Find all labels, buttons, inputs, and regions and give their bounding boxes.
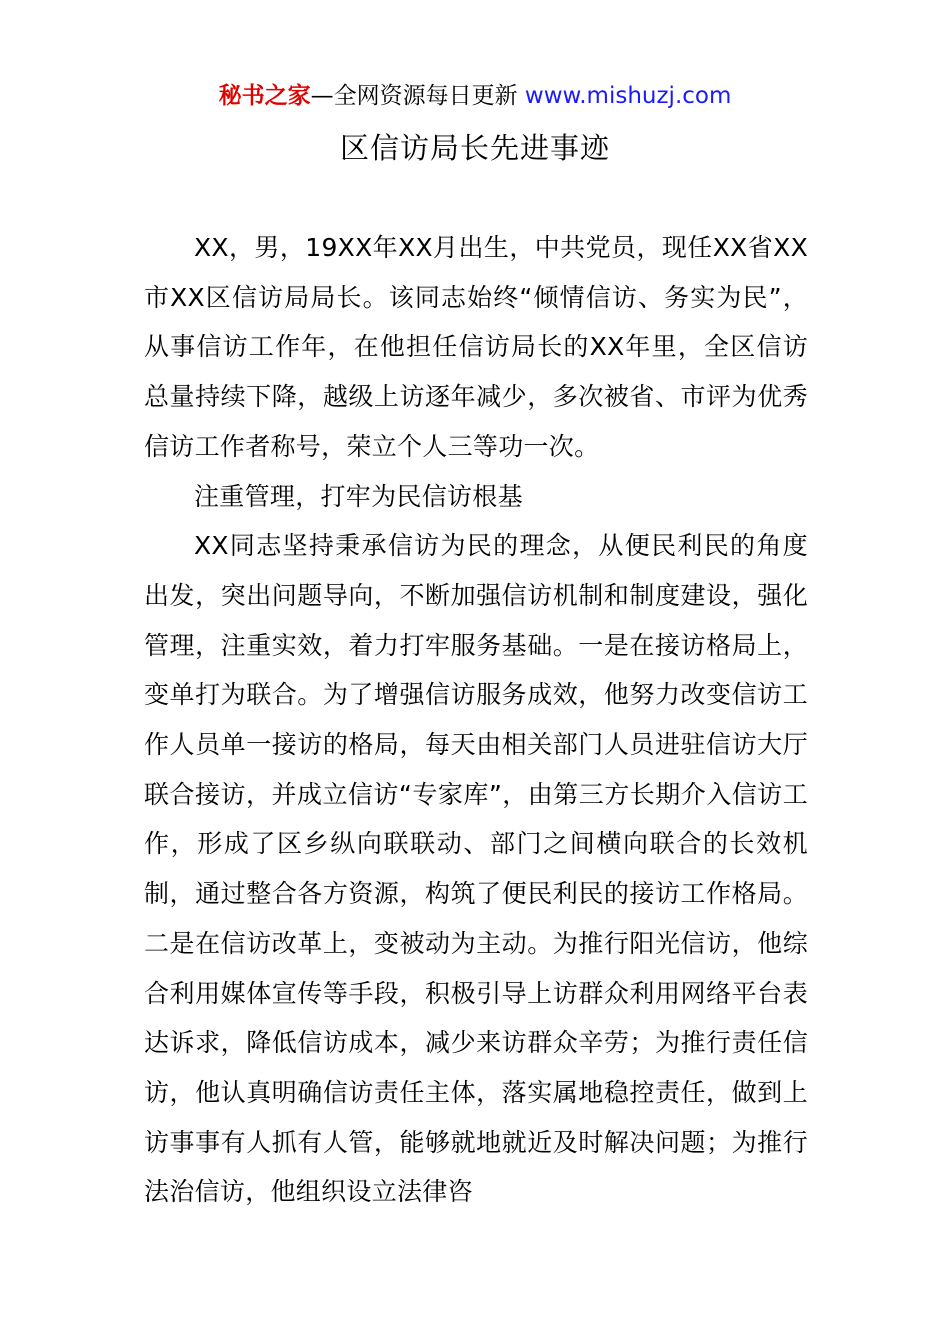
header-slogan: —全网资源每日更新: [310, 83, 525, 109]
body-paragraph: XX同志坚持秉承信访为民的理念，从便民利民的角度出发，突出问题导向，不断加强信访机制和制度建设，强化管理，注重实效，着力打牢服务基础。一是在接访格局上，变单打为联合。为了增强信访服务成效，他努力改变信访工作人员单一接访的格局，每天由相关部门人员进驻信访大厅联合接访，并成立信访“专家库”，由第三方长期介入信访工作，形成了区乡纵向联联动、部门之间横向联合的长效机制，通过整合各方资源，构筑了便民利民的接访工作格局。二是在信访改革上，变被动为主动。为推行阳光信访，他综合利用媒体宣传等手段，积极引导上访群众利用网络平台表达诉求，降低信访成本，减少来访群众辛劳；为推行责任信访，他认真明确信访责任主体，落实属地稳控责任，做到上访事事有人抓有人管，能够就地就近及时解决问题；为推行法治信访，他组织设立法律咨: [144, 531, 808, 1207]
site-url-link[interactable]: www.mishuzj.com: [524, 83, 732, 109]
intro-paragraph: XX，男，19XX年XX月出生，中共党员，现任XX省XX市XX区信访局局长。该同志始终“倾情信访、务实为民”，从事信访工作年，在他担任信访局长的XX年里，全区信访总量持续下降，越级上访逐年减少，多次被省、市评为优秀信访工作者称号，荣立个人三等功一次。: [144, 233, 808, 461]
section-heading: 注重管理，打牢为民信访根基: [194, 481, 523, 511]
site-header: [0, 80, 950, 112]
brand-name: 秘书之家: [218, 83, 311, 109]
document-title: 区信访局长先进事迹: [339, 131, 610, 165]
document-body: [144, 223, 808, 1217]
